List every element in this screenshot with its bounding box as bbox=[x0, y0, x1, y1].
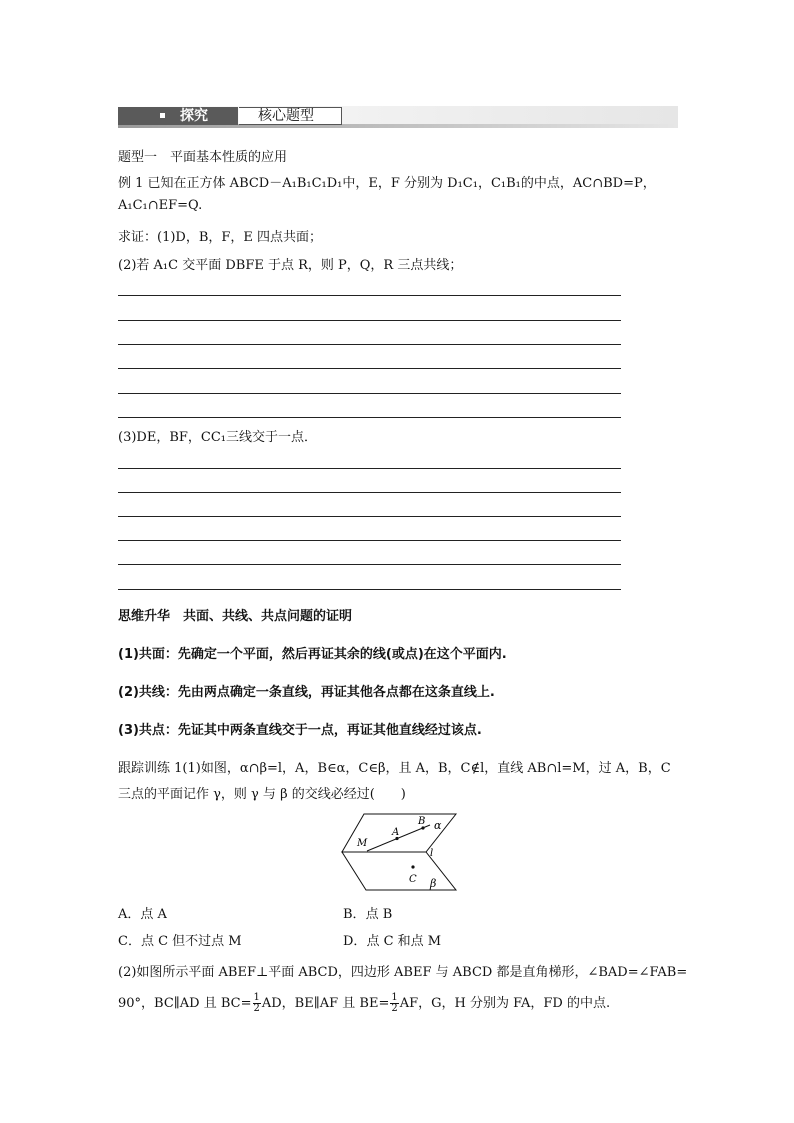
point-c bbox=[411, 865, 414, 868]
q2-text-c: AF，G，H 分别为 FA，FD 的中点. bbox=[399, 996, 611, 1011]
banner-explore-tab bbox=[118, 107, 238, 125]
label-c: C bbox=[409, 874, 417, 885]
example-part2: (2)若 A₁C 交平面 DBFE 于点 R，则 P，Q，R 三点共线； bbox=[118, 258, 463, 273]
practice-q2-line2 bbox=[118, 992, 610, 1014]
answer-line bbox=[118, 492, 621, 493]
practice-q2-line1: (2)如图所示平面 ABEF⊥平面 ABCD，四边形 ABEF 与 ABCD 都是直角梯形，∠BAD=∠FAB= bbox=[118, 965, 688, 980]
example-intro-line2: A₁C₁∩EF=Q. bbox=[118, 198, 203, 213]
summary-title: 思维升华 共面、共线、共点问题的证明 bbox=[118, 609, 353, 624]
banner-explore-label: 探究 bbox=[180, 108, 208, 124]
answer-line bbox=[118, 295, 621, 296]
label-m: M bbox=[357, 838, 368, 849]
option-d-text: 点 C 和点 M bbox=[366, 934, 442, 949]
example-part1-line bbox=[118, 226, 322, 245]
option-b-text: 点 B bbox=[365, 907, 393, 922]
answer-line bbox=[118, 589, 621, 590]
example-intro bbox=[118, 172, 656, 191]
example-statement: 已知在正方体 ABCD－A₁B₁C₁D₁中，E，F 分别为 D₁C₁，C₁B₁的中点，AC∩BD=P， bbox=[147, 176, 656, 191]
section-title: 题型一 平面基本性质的应用 bbox=[118, 150, 288, 165]
fraction-half-2 bbox=[390, 993, 398, 1014]
answer-line bbox=[118, 344, 621, 345]
summary-item-2: (2)共线：先由两点确定一条直线，再证其他各点都在这条直线上. bbox=[118, 685, 495, 700]
fraction-denominator: 2 bbox=[253, 1003, 260, 1014]
practice-q1-text: (1)如图，α∩β=l，A，B∈α，C∈β，且 A，B，C∉l，直线 AB∩l=M，过 A，B，C bbox=[182, 761, 671, 776]
option-d[interactable] bbox=[343, 930, 441, 949]
option-a-letter: A． bbox=[118, 907, 141, 922]
example-part3: (3)DE，BF，CC₁三线交于一点． bbox=[118, 430, 318, 445]
answer-line bbox=[118, 368, 621, 369]
practice-q1-line1 bbox=[118, 757, 671, 776]
option-d-letter: D． bbox=[343, 934, 367, 949]
option-c-text: 点 C 但不过点 M bbox=[140, 934, 242, 949]
q2-text-a: 90°，BC∥AD 且 BC= bbox=[118, 996, 252, 1011]
prove-label: 求证： bbox=[118, 230, 158, 245]
label-beta: β bbox=[430, 877, 437, 890]
banner-core-types-label: 核心题型 bbox=[258, 108, 314, 124]
label-alpha: α bbox=[434, 819, 442, 832]
label-a: A bbox=[392, 827, 400, 838]
option-b[interactable] bbox=[343, 903, 392, 922]
option-c[interactable] bbox=[118, 930, 242, 949]
answer-line bbox=[118, 393, 621, 394]
answer-line bbox=[118, 564, 621, 565]
option-a[interactable] bbox=[118, 903, 167, 922]
practice-label: 跟踪训练 1 bbox=[118, 761, 183, 776]
plane-beta bbox=[342, 852, 456, 890]
practice-q1-line2: 三点的平面记作 γ，则 γ 与 β 的交线必经过( ) bbox=[118, 787, 406, 802]
fraction-numerator: 1 bbox=[253, 992, 260, 1003]
fraction-half bbox=[253, 993, 261, 1014]
answer-line bbox=[118, 320, 621, 321]
option-a-text: 点 A bbox=[140, 907, 167, 922]
answer-line bbox=[118, 540, 621, 541]
answer-line bbox=[118, 516, 621, 517]
answer-line bbox=[118, 417, 621, 418]
planes-figure bbox=[336, 808, 462, 896]
fraction-denominator-2: 2 bbox=[391, 1003, 398, 1014]
label-l: l bbox=[430, 848, 434, 859]
example-label: 例 1 bbox=[118, 176, 144, 191]
answer-line bbox=[118, 468, 621, 469]
label-b: B bbox=[418, 816, 426, 827]
summary-item-3: (3)共点：先证其中两条直线交于一点，再证其他直线经过该点. bbox=[118, 723, 482, 738]
square-bullet-icon bbox=[160, 113, 165, 118]
summary-item-1: (1)共面：先确定一个平面，然后再证其余的线(或点)在这个平面内. bbox=[118, 647, 507, 662]
q2-text-b: AD，BE∥AF 且 BE= bbox=[261, 996, 390, 1011]
option-c-letter: C． bbox=[118, 934, 141, 949]
example-part1: (1)D，B，F，E 四点共面； bbox=[157, 230, 323, 245]
fraction-numerator-2: 1 bbox=[391, 992, 398, 1003]
option-b-letter: B． bbox=[343, 907, 366, 922]
banner-core-types-tab bbox=[239, 107, 342, 125]
